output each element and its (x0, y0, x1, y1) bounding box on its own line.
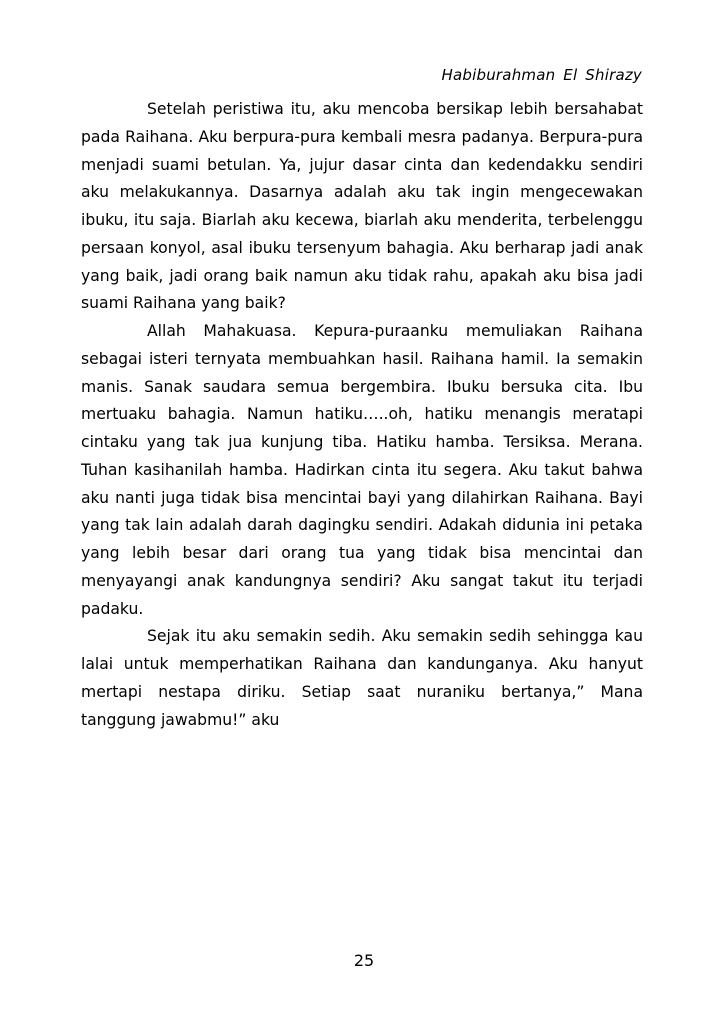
page-number: 25 (353, 951, 375, 970)
running-header: Habiburahman El Shirazy (441, 66, 642, 84)
body-text (81, 96, 643, 734)
paragraph-3: Sejak itu aku semakin sedih. Aku semakin sedih sehingga kau lalai untuk memperhatikan Raihana dan kandunganya. Aku hanyut mertapi nestapa diriku. Setiap saat nuraniku bertanya,” Mana tanggung jawabmu!” aku (81, 627, 643, 729)
paragraph-1: Setelah peristiwa itu, aku mencoba bersikap lebih bersahabat pada Raihana. Aku berpura-pura kembali mesra padanya. Berpura-pura menjadi suami betulan. Ya, jujur dasar cinta dan kedendakku sendiri aku melakukannya. Dasarnya adalah aku tak ingin mengecewakan ibuku, itu saja. Biarlah aku kecewa, biarlah aku menderita, terbelenggu persaan konyol, asal ibuku tersenyum bahagia. Aku berharap jadi anak yang baik, jadi orang baik namun aku tidak rahu, apakah aku bisa jadi suami Raihana yang baik? (81, 100, 643, 313)
paragraph-2: Allah Mahakuasa. Kepura-puraanku memuliakan Raihana sebagai isteri ternyata membuahkan hasil. Raihana hamil. Ia semakin manis. Sanak saudara semua bergembira. Ibuku bersuka cita. Ibu mertuaku bahagia. Namun hatiku…..oh, hatiku menangis meratapi cintaku yang tak jua kunjung tiba. Hatiku hamba. Tersiksa. Merana. Tuhan kasihanilah hamba. Hadirkan cinta itu segera. Aku takut bahwa aku nanti juga tidak bisa mencintai bayi yang dilahirkan Raihana. Bayi yang tak lain adalah darah dagingku sendiri. Adakah didunia ini petaka yang lebih besar dari orang tua yang tidak bisa mencintai dan menyayangi anak kandungnya sendiri? Aku sangat takut itu terjadi padaku. (81, 322, 643, 618)
